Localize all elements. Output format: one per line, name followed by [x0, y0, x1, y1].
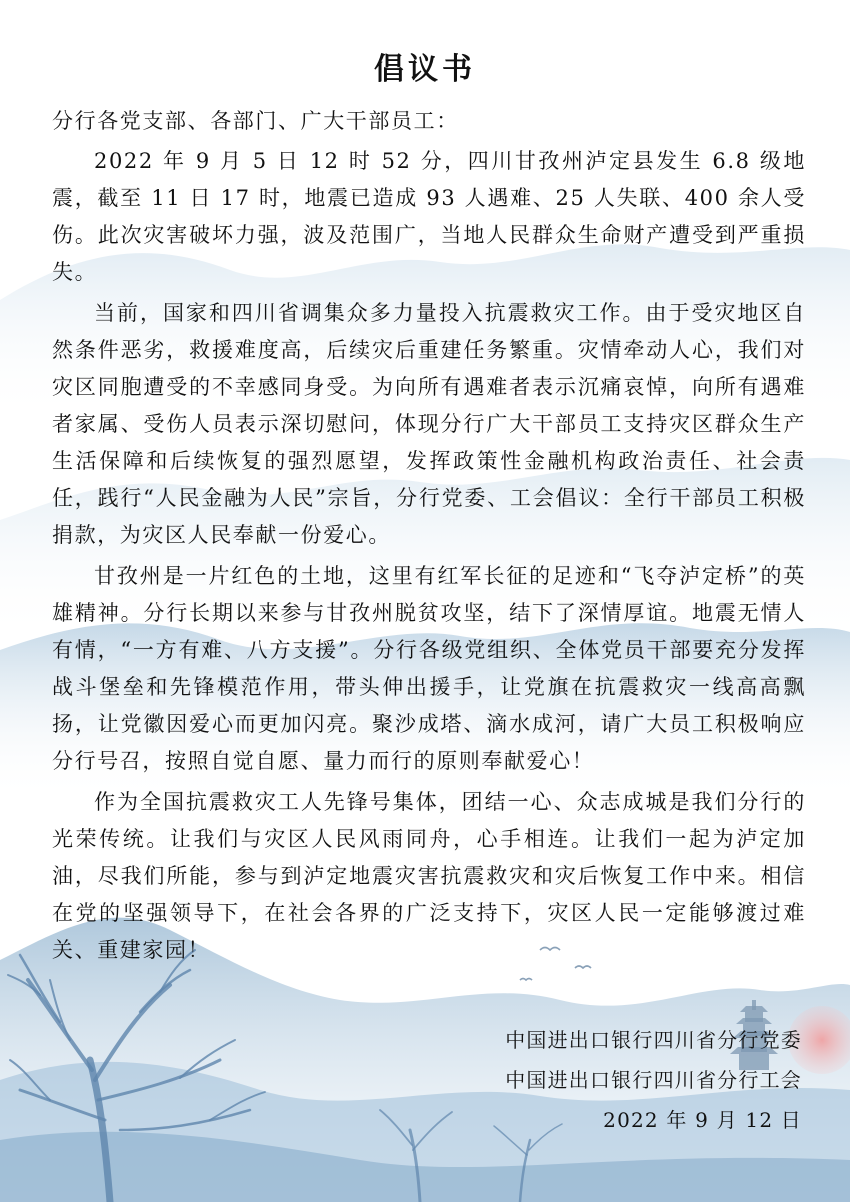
paragraph: 甘孜州是一片红色的土地，这里有红军长征的足迹和“飞夺泸定桥”的英雄精神。分行长期以来参与甘孜州脱贫攻坚，结下了深情厚谊。地震无情人有情，“一方有难、八方支援”。分行各级党组织、全体党员干部要充分发挥战斗堡垒和先锋模范作用，带头伸出援手，让党旗在抗震救灾一线高高飘扬，让党徽因爱心而更加闪亮。聚沙成塔、滴水成河，请广大员工积极响应分行号召，按照自觉自愿、量力而行的原则奉献爱心！ [52, 564, 806, 773]
paragraph: 2022 年 9 月 5 日 12 时 52 分，四川甘孜州泸定县发生 6.8 级地震，截至 11 日 17 时，地震已造成 93 人遇难、25 人失联、400 余人受伤。此次灾害破坏力强，波及范围广，当地人民群众生命财产遭受到严重损失。 [52, 149, 806, 284]
salutation: 分行各党支部、各部门、广大干部员工： [52, 109, 459, 133]
page-title: 倡议书 [374, 52, 476, 87]
signature-party-committee: 中国进出口银行四川省分行党委 [505, 1028, 802, 1052]
signature-date: 2022 年 9 月 12 日 [603, 1108, 802, 1132]
signature-block [505, 1020, 802, 1140]
letter-body [52, 143, 806, 973]
paragraph: 作为全国抗震救灾工人先锋号集体，团结一心、众志成城是我们分行的光荣传统。让我们与灾区人民风雨同舟，心手相连。让我们一起为泸定加油，尽我们所能，参与到泸定地震灾害抗震救灾和灾后恢复工作中来。相信在党的坚强领导下，在社会各界的广泛支持下，灾区人民一定能够渡过难关、重建家园！ [52, 790, 806, 962]
signature-labor-union: 中国进出口银行四川省分行工会 [505, 1068, 802, 1092]
paragraph: 当前，国家和四川省调集众多力量投入抗震救灾工作。由于受灾地区自然条件恶劣，救援难度高，后续灾后重建任务繁重。灾情牵动人心，我们对灾区同胞遭受的不幸感同身受。为向所有遇难者表示沉痛哀悼，向所有遇难者家属、受伤人员表示深切慰问，体现分行广大干部员工支持灾区群众生产生活保障和后续恢复的强烈愿望，发挥政策性金融机构政治责任、社会责任，践行“人民金融为人民”宗旨，分行党委、工会倡议：全行干部员工积极捐款，为灾区人民奉献一份爱心。 [52, 301, 806, 547]
